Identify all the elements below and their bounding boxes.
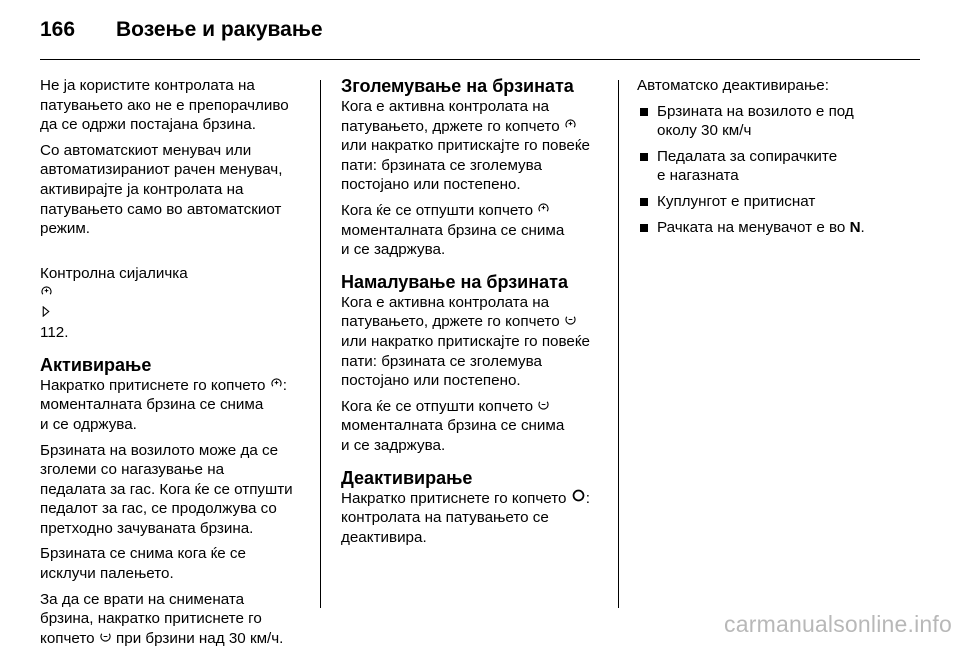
paragraph-text: или накратко притискајте го повеќе пати: брзината се зголемува постојано или постепено.	[341, 332, 590, 390]
header-divider	[40, 59, 920, 60]
paragraph	[341, 489, 621, 548]
column-1	[40, 76, 315, 654]
paragraph-text: Кога ќе се отпушти копчето	[341, 397, 534, 415]
list-item: Брзината на возилото е под околу 30 км/ч	[637, 102, 922, 141]
paragraph-text: или накратко притискајте го повеќе пати: брзината се зголемува постојано или постепено.	[341, 137, 590, 194]
section-heading-activation: Активирање	[40, 354, 152, 375]
section-heading-deactivation: Деактивирање	[341, 467, 473, 488]
paragraph-text: при брзини над 30 км/ч.	[111, 629, 284, 647]
paragraph	[40, 590, 315, 649]
section-heading-increase: Зголемување на брзината	[341, 76, 574, 96]
list-item-text: Рачката на менувачот е во	[657, 218, 850, 236]
watermark: carmanualsonline.info	[724, 611, 952, 637]
cruise-set-minus-icon	[537, 397, 550, 417]
paragraph-text: Контролна сијаличка	[40, 265, 188, 283]
cruise-resume-plus-icon	[564, 117, 577, 137]
list-item: Педалата за сопирачките е нагазната	[637, 147, 922, 186]
paragraph: Со автоматскиот менувач или автоматизираниот рачен менувач, активирајте ја контролата на патувањето само во автоматскиот режим.	[40, 141, 283, 238]
column-2	[341, 76, 621, 553]
list-item: Куплунгот е притиснат	[637, 192, 922, 212]
paragraph-text: Кога ќе се отпушти копчето	[341, 201, 534, 219]
page-reference: 112.	[40, 324, 69, 342]
page-number: 166	[40, 18, 76, 41]
page-header	[40, 18, 920, 48]
list-item-text: .	[860, 218, 865, 236]
paragraph	[341, 97, 621, 195]
paragraph-text: Накратко притиснете го копчето	[40, 376, 266, 394]
paragraph	[40, 245, 315, 343]
paragraph-text: Кога е активна контролата на патувањето, држете го копчето	[341, 293, 560, 331]
paragraph: Брзината се снима кога ќе се исклучи палењето.	[40, 545, 246, 583]
list-item	[637, 218, 922, 238]
paragraph-text: : контролата на патувањето се деактивира.	[341, 489, 590, 546]
paragraph-text: Накратко притиснете го копчето	[341, 489, 567, 507]
cruise-resume-plus-icon	[537, 201, 550, 221]
paragraph: Брзината на возилото може да се зголеми со нагазување на педалата за гас. Кога ќе се отпушти педалот за гас, се продолжува со претходно зачуваната брзина.	[40, 441, 293, 537]
paragraph: Не ја користите контролата на патувањето ако не е препорачливо да се одржи постајана брзина.	[40, 77, 289, 134]
paragraph	[40, 376, 315, 435]
cruise-resume-plus-icon	[40, 284, 53, 304]
paragraph-text: Кога е активна контролата на патувањето, држете го копчето	[341, 98, 560, 135]
cruise-set-minus-icon	[99, 629, 112, 649]
cruise-set-minus-icon	[564, 312, 577, 332]
paragraph	[341, 293, 621, 391]
section-heading-decrease: Намалување на брзината	[341, 271, 568, 292]
paragraph-text: : моменталната брзина се снима и се одржува.	[40, 376, 287, 433]
cruise-off-icon	[571, 489, 586, 509]
paragraph: Автоматско деактивирање:	[637, 77, 829, 94]
cruise-resume-plus-icon	[270, 376, 283, 396]
column-divider-1	[320, 80, 321, 608]
gear-letter: N	[849, 218, 861, 236]
paragraph-text: За да се врати на снимената брзина, накратко притиснете го копчето	[40, 590, 262, 647]
column-3	[637, 76, 922, 243]
paragraph	[341, 201, 621, 260]
bullet-list	[637, 102, 922, 238]
page-title: Возење и ракување	[116, 18, 323, 41]
page-reference-arrow-icon	[40, 304, 52, 324]
paragraph-text: моменталната брзина се снима и се задржува.	[341, 417, 565, 454]
paragraph	[341, 397, 621, 456]
paragraph-text: моменталната брзина се снима и се задржува.	[341, 221, 565, 259]
